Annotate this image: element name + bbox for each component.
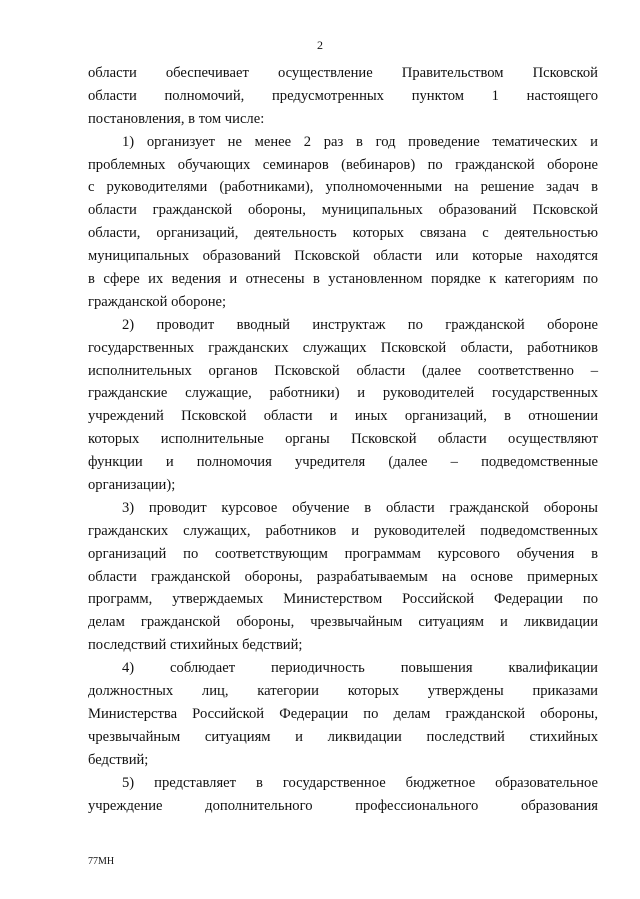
text-line: области обеспечивает осуществление Правительством Псковской bbox=[88, 65, 598, 81]
text-line: 2) проводит вводный инструктаж по гражданской обороне bbox=[122, 316, 598, 333]
text-line: делам гражданской обороны, чрезвычайным ситуациям и ликвидации bbox=[88, 614, 598, 631]
text-line: учреждение дополнительного профессионального образования bbox=[88, 797, 598, 814]
footer-code: 77МН bbox=[88, 856, 115, 867]
text-line: проблемных обучающих семинаров (вебинаров) по гражданской обороне bbox=[88, 156, 598, 173]
text-line: области гражданской обороны, муниципальных образований Псковской bbox=[88, 202, 598, 219]
text-line: функции и полномочия учредителя (далее – подведомственные bbox=[88, 454, 598, 471]
text-line: в сфере их ведения и отнесены в установленном порядке к категориям по bbox=[88, 271, 598, 288]
text-line: которых исполнительные органы Псковской области осуществляют bbox=[88, 431, 598, 448]
text-line: гражданские служащие, работники) и руководителей государственных bbox=[88, 385, 598, 402]
text-line: должностных лиц, категории которых утверждены приказами bbox=[88, 683, 598, 700]
text-line: области полномочий, предусмотренных пунктом 1 настоящего bbox=[88, 87, 598, 104]
text-line: последствий стихийных бедствий; bbox=[88, 637, 303, 654]
text-line: программ, утверждаемых Министерством Российской Федерации по bbox=[88, 591, 598, 608]
text-line: учреждений Псковской области и иных организаций, в отношении bbox=[88, 408, 598, 425]
text-line: 4) соблюдает периодичность повышения квалификации bbox=[122, 660, 598, 677]
text-line: 1) организует не менее 2 раз в год проведение тематических и bbox=[122, 133, 598, 150]
text-line: Министерства Российской Федерации по делам гражданской обороны, bbox=[88, 705, 598, 722]
text-line: 5) представляет в государственное бюджетное образовательное bbox=[122, 774, 598, 791]
text-line: муниципальных образований Псковской области или которые находятся bbox=[88, 248, 598, 265]
text-line: 3) проводит курсовое обучение в области гражданской обороны bbox=[122, 499, 598, 516]
text-line: организации); bbox=[88, 477, 176, 494]
text-line: гражданских служащих, работников и руководителей подведомственных bbox=[88, 522, 598, 539]
text-line: области гражданской обороны, разрабатываемым на основе примерных bbox=[88, 568, 598, 585]
text-line: чрезвычайным ситуациям и ликвидации последствий стихийных bbox=[88, 728, 598, 745]
text-line: гражданской обороне; bbox=[88, 293, 227, 310]
text-line: области, организаций, деятельность которых связана с деятельностью bbox=[88, 225, 598, 242]
text-line: государственных гражданских служащих Псковской области, работников bbox=[88, 339, 598, 356]
text-line: исполнительных органов Псковской области (далее соответственно – bbox=[88, 362, 598, 379]
document-body bbox=[88, 62, 598, 817]
text-line: организаций по соответствующим программам курсового обучения в bbox=[88, 545, 598, 562]
text-line: бедствий; bbox=[88, 751, 149, 768]
text-line: постановления, в том числе: bbox=[88, 110, 265, 127]
page-number: 2 bbox=[317, 38, 323, 52]
text-line: с руководителями (работниками), уполномоченными на решение задач в bbox=[88, 179, 598, 196]
